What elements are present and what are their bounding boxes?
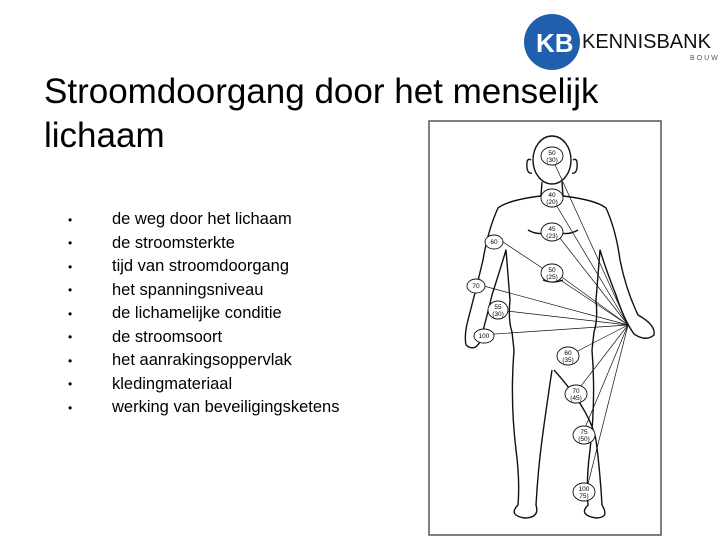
- figure-label-sub: (30): [492, 311, 504, 318]
- bullet-icon: •: [68, 330, 73, 345]
- list-item-text: de weg door het lichaam: [112, 210, 292, 229]
- list-item: [60, 279, 339, 303]
- kennisbank-logo: [520, 10, 720, 70]
- list-item-text: het spanningsniveau: [112, 280, 264, 299]
- list-item: [60, 255, 339, 279]
- list-item: [60, 396, 339, 420]
- list-item-text: de lichamelijke conditie: [112, 304, 282, 323]
- figure-label-main: 50: [548, 267, 556, 274]
- figure-label-sub: 75): [579, 493, 589, 500]
- slide-title: Stroomdoorgang door het menselijk lichaam: [44, 72, 599, 155]
- list-item: [60, 349, 339, 373]
- list-item: [60, 302, 339, 326]
- bullet-icon: •: [68, 400, 73, 415]
- bullet-icon: •: [68, 377, 73, 392]
- figure-label-main: 100: [578, 486, 590, 493]
- bullet-icon: •: [68, 259, 73, 274]
- figure-label-main: 100: [478, 333, 490, 340]
- logo-sub: BOUW: [690, 55, 720, 62]
- figure-label-sub: (45): [570, 395, 582, 402]
- bullet-icon: •: [68, 236, 73, 251]
- bullet-icon: •: [68, 353, 73, 368]
- figure-label-main: 70: [572, 388, 580, 395]
- figure-label-main: 60: [564, 350, 572, 357]
- figure-label-sub: (23): [546, 233, 558, 240]
- figure-label-main: 60: [490, 239, 498, 246]
- list-item-text: de stroomsterkte: [112, 233, 235, 252]
- body-current-path-figure: [428, 120, 662, 536]
- bullet-icon: •: [68, 212, 73, 227]
- logo-brand: KENNISBANK: [582, 31, 711, 53]
- list-item-text: kledingmateriaal: [112, 374, 233, 393]
- figure-label-sub: (20): [546, 199, 558, 206]
- figure-label-sub: (50): [578, 436, 590, 443]
- figure-label-main: 55: [494, 304, 502, 311]
- figure-label-main: 75: [580, 429, 588, 436]
- list-item-text: werking van beveiligingsketens: [112, 398, 340, 417]
- figure-label-sub: (35): [562, 357, 574, 364]
- figure-label-main: 40: [548, 192, 556, 199]
- list-item: [60, 232, 339, 256]
- figure-label-main: 50: [548, 150, 556, 157]
- figure-label-sub: (25): [546, 274, 558, 281]
- logo-initials: KB: [536, 28, 574, 58]
- list-item: [60, 373, 339, 397]
- figure-label-sub: (30): [546, 157, 558, 164]
- list-item-text: het aanrakingsoppervlak: [112, 351, 292, 370]
- list-item-text: tijd van stroomdoorgang: [112, 257, 290, 276]
- figure-label-main: 70: [472, 283, 480, 290]
- list-item: [60, 326, 339, 350]
- bullet-icon: •: [68, 283, 73, 298]
- factor-list: [60, 208, 339, 420]
- list-item: [60, 208, 339, 232]
- list-item-text: de stroomsoort: [112, 327, 223, 346]
- bullet-icon: •: [68, 306, 73, 321]
- figure-label-main: 45: [548, 226, 556, 233]
